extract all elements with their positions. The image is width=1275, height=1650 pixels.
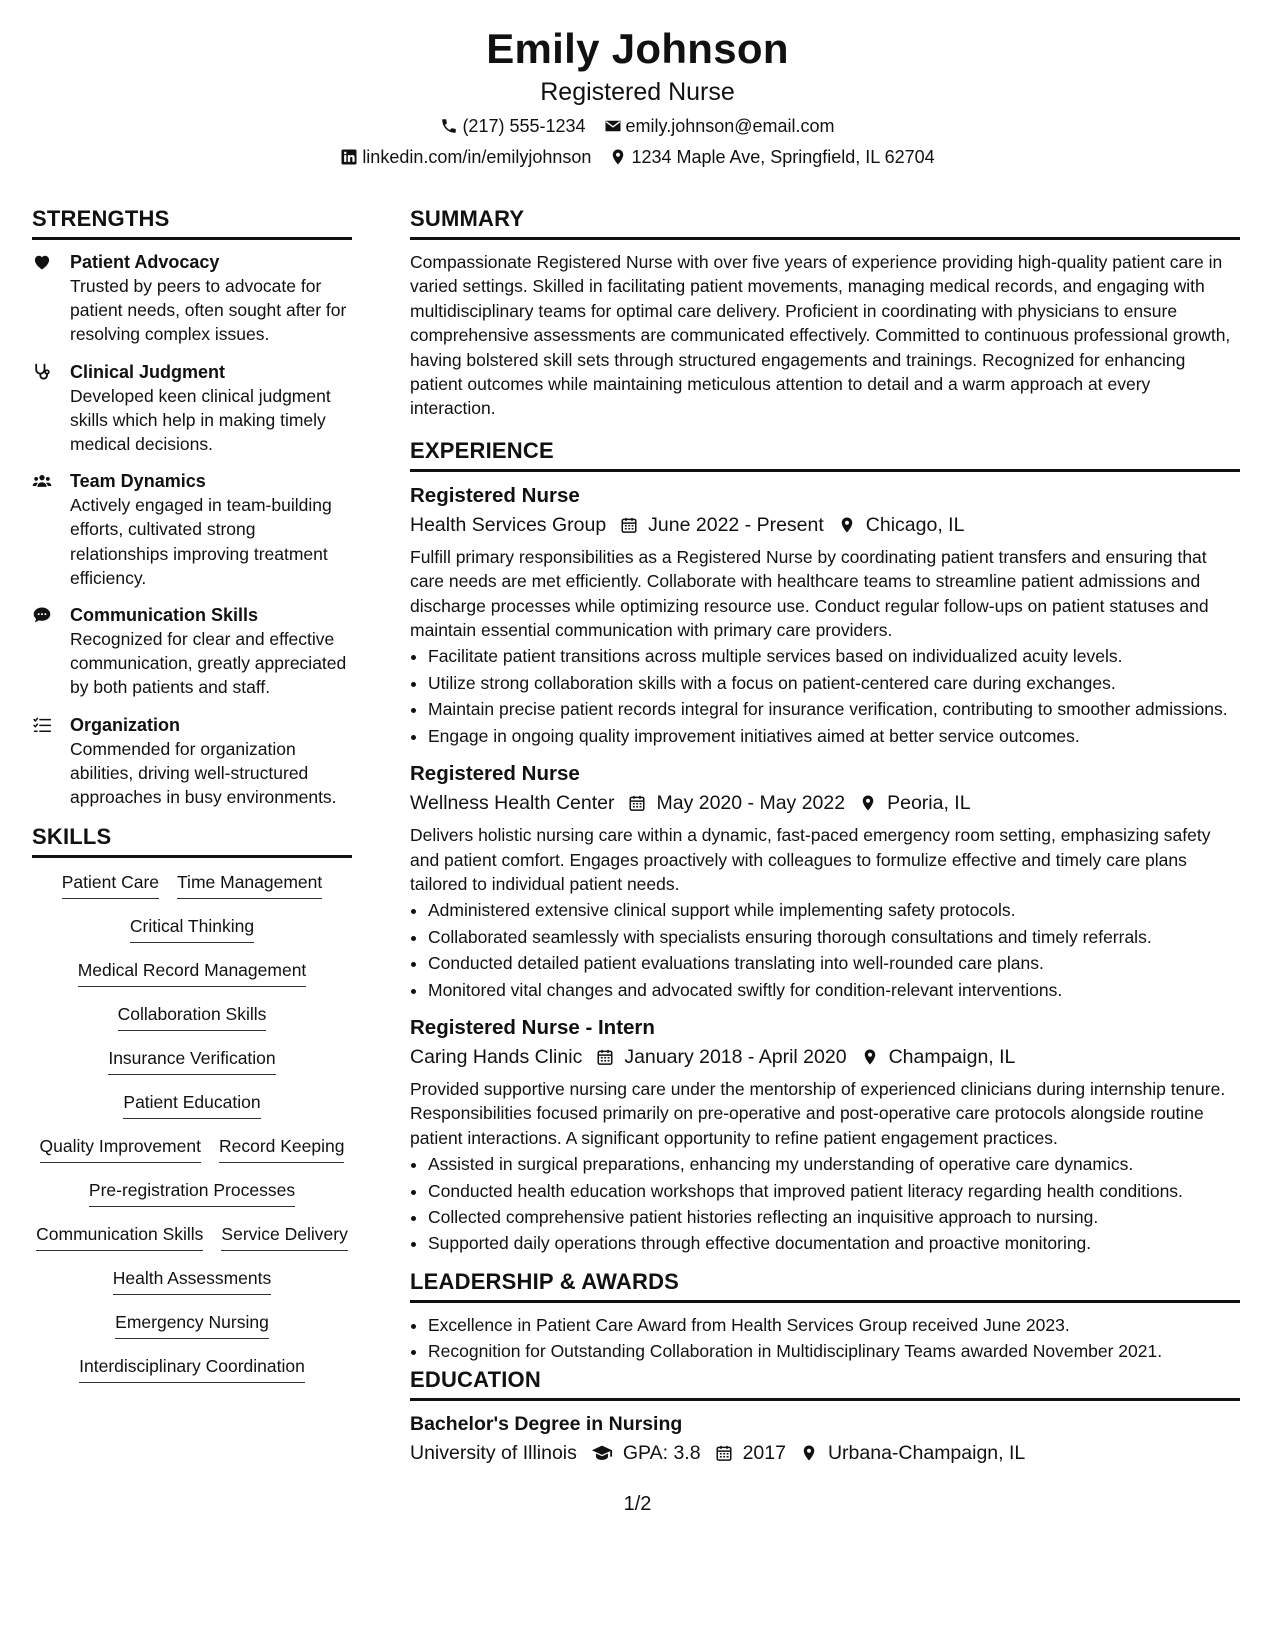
skill-tag: Health Assessments — [113, 1266, 272, 1295]
job-description: Fulfill primary responsibilities as a Registered Nurse by coordinating patient transfers and ensuring that care needs are met efficiently. Collaborate with healthcare teams to streamline patient admissions and discharge processes while optimizing resource use. Conduct regular follow-ups on patient statuses and maintain essential communication with primary care providers. — [410, 546, 1209, 641]
skill-tag: Record Keeping — [219, 1134, 345, 1163]
job-location: Peoria, IL — [887, 792, 971, 815]
map-pin-icon — [800, 1444, 818, 1462]
job-meta — [410, 511, 1240, 539]
calendar-icon — [596, 1048, 614, 1066]
award-item: • Excellence in Patient Care Award from Health Services Group received June 2023. — [428, 1313, 1240, 1337]
school-name: University of Illinois — [410, 1441, 577, 1464]
education-heading: EDUCATION — [410, 1366, 1240, 1401]
awards-heading: LEADERSHIP & AWARDS — [410, 1268, 1240, 1303]
job-meta — [410, 1043, 1240, 1071]
job-location: Champaign, IL — [888, 1045, 1016, 1068]
map-pin-icon — [859, 794, 877, 812]
email-text[interactable]: emily.johnson@email.com — [625, 116, 835, 136]
skill-tag: Emergency Nursing — [115, 1310, 269, 1339]
job-title: Registered Nurse — [410, 483, 580, 507]
candidate-name: Emily Johnson — [486, 25, 789, 72]
skill-tag: Time Management — [177, 870, 322, 899]
skill-tag: Critical Thinking — [130, 914, 254, 943]
strengths-heading: STRENGTHS — [32, 205, 352, 240]
graduation-cap-icon — [591, 1442, 613, 1464]
strength-item — [32, 603, 352, 700]
experience-heading: EXPERIENCE — [410, 437, 1240, 472]
bullet-item: • Maintain precise patient records integral for insurance verification, contributing to smoother admissions. — [428, 697, 1240, 721]
job-bullets — [410, 1152, 1240, 1256]
address-contact — [609, 145, 934, 169]
skills-list — [32, 868, 352, 1383]
job-bullets — [410, 644, 1240, 748]
strength-title: Patient Advocacy — [70, 252, 220, 272]
strength-title: Communication Skills — [70, 605, 259, 626]
job-dates: June 2022 - Present — [648, 513, 824, 536]
job-company: Caring Hands Clinic — [410, 1045, 583, 1068]
graduation-year: 2017 — [742, 1441, 786, 1464]
degree-title: Bachelor's Degree in Nursing — [410, 1412, 683, 1435]
strength-desc: Actively engaged in team-building efforts, cultivated strong relationships improving treatment efficiency. — [70, 495, 332, 588]
strength-item — [32, 250, 352, 347]
job-dates: January 2018 - April 2020 — [624, 1045, 847, 1068]
skill-tag: Quality Improvement — [40, 1134, 201, 1163]
job-entry — [410, 1014, 1240, 1256]
linkedin-contact[interactable] — [340, 145, 591, 169]
skill-tag: Interdisciplinary Coordination — [79, 1354, 305, 1383]
linkedin-icon — [340, 148, 358, 166]
map-pin-icon — [861, 1048, 879, 1066]
chat-icon — [32, 605, 52, 625]
school-location: Urbana-Champaign, IL — [827, 1441, 1026, 1464]
skills-heading: SKILLS — [32, 823, 352, 858]
skill-tag: Medical Record Management — [78, 958, 307, 987]
contact-row-1 — [0, 114, 1275, 138]
strength-title: Team Dynamics — [70, 471, 206, 492]
left-column — [32, 205, 352, 1473]
job-location: Chicago, IL — [865, 513, 965, 536]
resume-body — [32, 205, 1242, 1473]
heart-icon — [32, 252, 52, 272]
strength-desc: Trusted by peers to advocate for patient needs, often sought after for resolving complex issues. — [70, 276, 347, 345]
users-icon — [32, 471, 52, 491]
right-column — [410, 205, 1240, 1473]
bullet-item: • Monitored vital changes and advocated swiftly for condition-relevant interventions. — [428, 978, 1240, 1002]
job-meta — [410, 789, 1240, 817]
job-bullets — [410, 898, 1240, 1002]
bullet-item: • Collected comprehensive patient histories reflecting an inquisitive approach to nursing. — [428, 1205, 1240, 1229]
job-entry — [410, 760, 1240, 1002]
job-description: Provided supportive nursing care under the mentorship of experienced clinicians during internship tenure. Responsibilities focused primarily on pre-operative and post-operative care protocols alongside routine patient interactions. A significant opportunity to refine patient engagement practices. — [410, 1078, 1226, 1148]
skill-tag: Communication Skills — [36, 1222, 203, 1251]
calendar-icon — [628, 794, 646, 812]
job-description: Delivers holistic nursing care within a dynamic, fast-paced emergency room setting, emphasizing safety and patient comfort. Engages proactively with colleagues to formulize effective and timely care plans tailored to individual patient needs. — [410, 825, 1211, 894]
skill-tag: Pre-registration Processes — [89, 1178, 295, 1207]
job-title: Registered Nurse — [410, 762, 580, 786]
skill-tag: Patient Education — [123, 1090, 260, 1119]
strength-title: Clinical Judgment — [70, 361, 226, 382]
page-number: 1/2 — [623, 1493, 652, 1515]
email-contact[interactable] — [604, 114, 835, 138]
skill-tag: Collaboration Skills — [118, 1002, 267, 1031]
map-pin-icon — [838, 516, 856, 534]
phone-text: (217) 555-1234 — [462, 116, 586, 136]
map-pin-icon — [609, 148, 627, 166]
education-meta — [410, 1439, 1240, 1467]
awards-list — [410, 1313, 1240, 1364]
checklist-icon — [32, 715, 52, 735]
job-entry — [410, 482, 1240, 748]
bullet-item: • Engage in ongoing quality improvement initiatives aimed at better service outcomes. — [428, 724, 1240, 748]
strength-desc: Recognized for clear and effective communication, greatly appreciated by both patients and staff. — [70, 629, 347, 698]
candidate-role: Registered Nurse — [540, 78, 735, 106]
bullet-item: • Conducted detailed patient evaluations translating into well-rounded care plans. — [428, 951, 1240, 975]
strength-item — [32, 360, 352, 457]
bullet-item: • Facilitate patient transitions across multiple services based on individualized acuity levels. — [428, 644, 1240, 668]
phone-contact — [440, 114, 585, 138]
strength-item — [32, 469, 352, 590]
address-text: 1234 Maple Ave, Springfield, IL 62704 — [631, 147, 935, 167]
job-title: Registered Nurse - Intern — [410, 1015, 655, 1039]
summary-heading: SUMMARY — [410, 205, 1240, 240]
calendar-icon — [715, 1444, 733, 1462]
envelope-icon — [604, 117, 622, 135]
linkedin-text[interactable]: linkedin.com/in/emilyjohnson — [362, 147, 592, 167]
resume-header — [0, 0, 1275, 169]
contact-row-2 — [0, 145, 1275, 169]
stethoscope-icon — [32, 362, 52, 382]
bullet-item: • Utilize strong collaboration skills with a focus on patient-centered care during exchanges. — [428, 671, 1240, 695]
skill-tag: Patient Care — [62, 870, 159, 899]
calendar-icon — [620, 516, 638, 534]
bullet-item: • Collaborated seamlessly with specialists ensuring thorough consultations and timely referrals. — [428, 925, 1240, 949]
skill-tag: Service Delivery — [221, 1222, 347, 1251]
strength-title: Organization — [70, 714, 181, 735]
bullet-item: • Supported daily operations through effective documentation and proactive monitoring. — [428, 1231, 1240, 1255]
bullet-item: • Administered extensive clinical support while implementing safety protocols. — [428, 898, 1240, 922]
bullet-item: • Conducted health education workshops that improved patient literacy regarding health conditions. — [428, 1179, 1240, 1203]
summary-text: Compassionate Registered Nurse with over five years of experience providing high-quality patient care in varied settings. Skilled in facilitating patient movements, managing medical records, and engaging with multidisciplinary teams for optimal care delivery. Proficient in coordinating with physicians to ensure comprehensive assessments are communicated effectively. Committed to continuous professional growth, having bolstered skill sets through structured engagements and trainings. Recognized for enhancing patient outcomes while maintaining meticulous attention to detail and a warm approach at every interaction. — [410, 252, 1231, 419]
job-company: Health Services Group — [410, 513, 607, 536]
job-company: Wellness Health Center — [410, 792, 615, 815]
award-item: • Recognition for Outstanding Collaboration in Multidisciplinary Teams awarded November 2021. — [428, 1339, 1240, 1363]
job-dates: May 2020 - May 2022 — [656, 792, 846, 815]
bullet-item: • Assisted in surgical preparations, enhancing my understanding of operative care dynamics. — [428, 1152, 1240, 1176]
strength-desc: Commended for organization abilities, driving well-structured approaches in busy environments. — [70, 738, 337, 808]
phone-icon — [440, 117, 458, 135]
strength-item — [32, 713, 352, 810]
gpa-text: GPA: 3.8 — [622, 1441, 701, 1464]
skill-tag: Insurance Verification — [108, 1046, 275, 1075]
strength-desc: Developed keen clinical judgment skills which help in making timely medical decisions. — [70, 385, 331, 455]
